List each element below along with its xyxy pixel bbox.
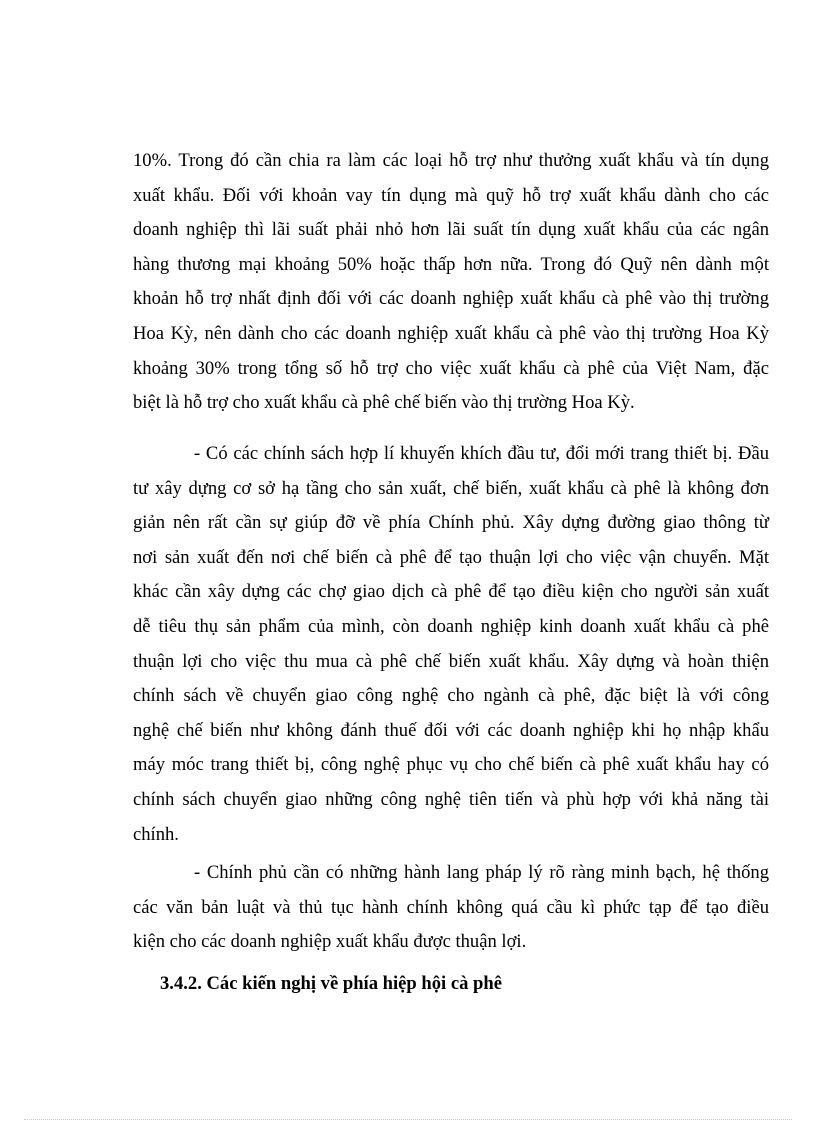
text-line: dễ tiêu thụ sản phẩm của mình, còn doanh nghiệp kinh doanh xuất khẩu cà phê <box>133 615 769 637</box>
paragraph-legal-framework <box>133 856 769 960</box>
text-line: - Có các chính sách hợp lí khuyến khích đầu tư, đổi mới trang thiết bị. Đầu <box>194 443 769 464</box>
text-line: chính. <box>133 823 179 845</box>
text-line: giản nên rất cần sự giúp đỡ về phía Chính phủ. Xây dựng đường giao thông từ <box>133 512 769 534</box>
text-line: 10%. Trong đó cần chia ra làm các loại hỗ trợ như thưởng xuất khẩu và tín dụng <box>133 150 769 171</box>
text-line: chính sách về chuyển giao công nghệ cho ngành cà phê, đặc biệt là với công <box>133 685 769 707</box>
text-line: các văn bản luật và thủ tục hành chính không quá cầu kì phức tạp để tạo điều <box>133 896 769 918</box>
page-bottom-divider <box>24 1119 792 1120</box>
text-line: tư xây dựng cơ sở hạ tầng cho sản xuất, chế biến, xuất khẩu cà phê là không đơn <box>133 477 769 499</box>
text-line: hàng thương mại khoảng 50% hoặc thấp hơn nữa. Trong đó Quỹ nên dành một <box>133 253 769 275</box>
text-line: thuận lợi cho việc thu mua cà phê chế biến xuất khẩu. Xây dựng và hoàn thiện <box>133 650 769 672</box>
text-line: - Chính phủ cần có những hành lang pháp lý rõ ràng minh bạch, hệ thống <box>194 862 769 883</box>
text-line: xuất khẩu. Đối với khoản vay tín dụng mà quỹ hỗ trợ xuất khẩu dành cho các <box>133 184 769 206</box>
text-line: máy móc trang thiết bị, công nghệ phục vụ cho chế biến cà phê xuất khẩu hay có <box>133 754 769 776</box>
text-line: Hoa Kỳ, nên dành cho các doanh nghiệp xuất khẩu cà phê vào thị trường Hoa Kỳ <box>133 322 769 344</box>
paragraph-export-support-fund <box>133 144 769 421</box>
text-line: khác cần xây dựng các chợ giao dịch cà phê để tạo điều kiện cho người sản xuất <box>133 581 769 603</box>
text-line: doanh nghiệp thì lãi suất phải nhỏ hơn lãi suất tín dụng xuất khẩu của các ngân <box>133 219 769 241</box>
paragraph-investment-policy <box>133 437 769 852</box>
text-line: biệt là hỗ trợ cho xuất khẩu cà phê chế biến vào thị trường Hoa Kỳ. <box>133 392 635 414</box>
text-line: nơi sản xuất đến nơi chế biến cà phê để tạo thuận lợi cho việc vận chuyển. Mặt <box>133 546 769 568</box>
text-line: khoản hỗ trợ nhất định đối với các doanh nghiệp xuất khẩu cà phê vào thị trường <box>133 288 769 310</box>
text-line: khoảng 30% trong tổng số hỗ trợ cho việc xuất khẩu cà phê của Việt Nam, đặc <box>133 357 769 379</box>
text-line: chính sách chuyển giao những công nghệ tiên tiến và phù hợp với khả năng tài <box>133 788 769 810</box>
text-line: kiện cho các doanh nghiệp xuất khẩu được thuận lợi. <box>133 931 527 953</box>
section-heading: 3.4.2. Các kiến nghị về phía hiệp hội cà phê <box>160 973 502 994</box>
text-line: nghệ chế biến như không đánh thuế đối với các doanh nghiệp khi họ nhập khẩu <box>133 719 769 741</box>
